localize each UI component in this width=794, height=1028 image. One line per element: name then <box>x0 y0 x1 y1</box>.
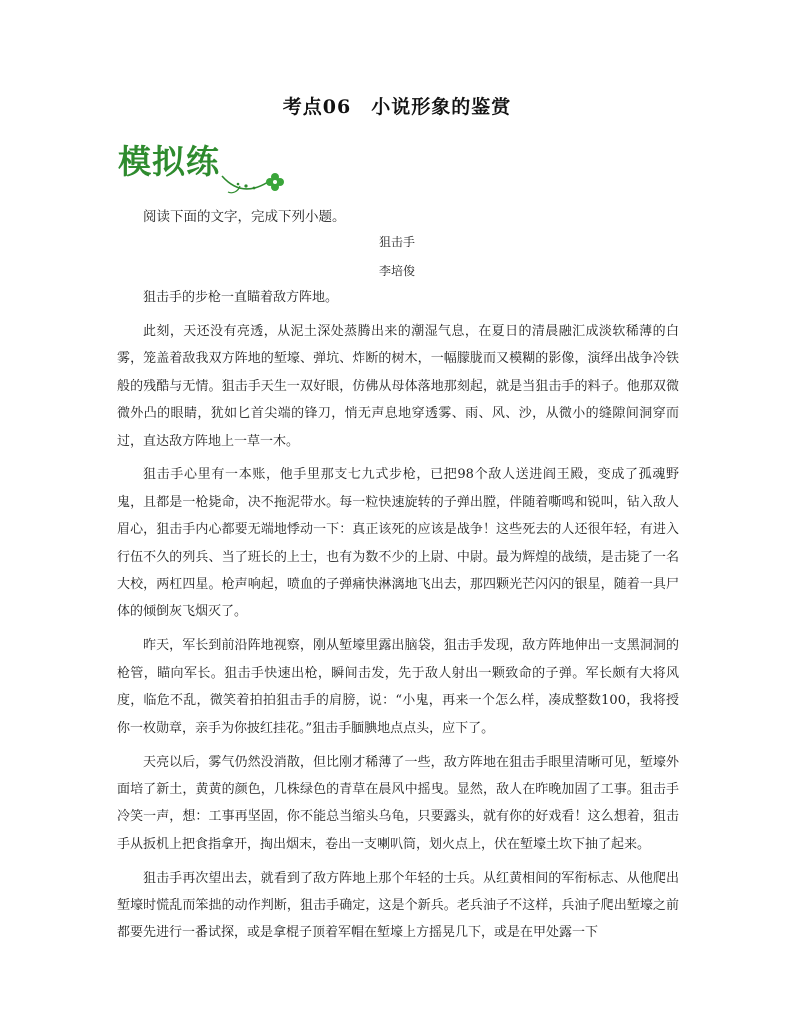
story-author: 李培俊 <box>378 264 415 278</box>
story-body <box>117 284 679 953</box>
clover-vine-icon <box>218 162 288 196</box>
paragraph: 狙击手的步枪一直瞄着敌方阵地。 <box>143 290 339 305</box>
paragraph: 昨天，军长到前沿阵地视察，刚从堑壕里露出脑袋，狙击手发现，敌方阵地伸出一支黑洞洞的枪管，瞄向军长。狙击手快速出枪，瞬间击发，先于敌人射出一颗致命的子弹。军长颇有大将风度，临危不乱，微笑着拍拍狙击手的肩膀，说：“小鬼，再来一个怎么样，凑成整数100，我将授你一枚勋章，亲手为你披红挂花。”狙击手腼腆地点点头，应下了。 <box>117 638 679 736</box>
instruction-text: 阅读下面的文字，完成下列小题。 <box>143 209 346 225</box>
page-title: 考点06 小说形象的鉴赏 <box>282 96 512 118</box>
paragraph: 狙击手再次望出去，就看到了敌方阵地上那个年轻的士兵。从红黄相间的军衔标志、从他爬出堑壕时慌乱而笨拙的动作判断，狙击手确定，这是个新兵。老兵油子不这样，兵油子爬出堑壕之前都要先进行一番试探，或是拿棍子顶着军帽在堑壕上方摇晃几下，或是在甲处露一下 <box>117 870 679 941</box>
logo-text: 模拟练 <box>118 142 220 181</box>
paragraph: 天亮以后，雾气仍然没消散，但比刚才稀薄了一些，敌方阵地在狙击手眼里清晰可见，堑壕外面培了新土，黄黄的颜色，几株绿色的青草在晨风中摇曳。显然，敌人在昨晚加固了工事。狙击手冷笑一声，想：工事再坚固，你不能总当缩头乌龟，只要露头，就有你的好戏看！这么想着，狙击手从扳机上把食指拿开，掏出烟末，卷出一支喇叭筒，划火点上，伏在堑壕土坎下抽了起来。 <box>117 754 679 852</box>
paragraph: 此刻，天还没有亮透，从泥土深处蒸腾出来的潮湿气息，在夏日的清晨融汇成淡软稀薄的白雾，笼盖着敌我双方阵地的堑壕、弹坑、炸断的树木，一幅朦胧而又模糊的影像，演绎出战争冷铁般的残酷与无情。狙击手天生一双好眼，仿佛从母体落地那刻起，就是当狙击手的料子。他那双微微外凸的眼睛，犹如匕首尖端的锋刀，悄无声息地穿透雾、雨、风、沙，从微小的缝隙间洞穿而过，直达敌方阵地上一草一木。 <box>117 323 679 449</box>
paragraph: 狙击手心里有一本账，他手里那支七九式步枪，已把98个敌人送进阎王殿，变成了孤魂野鬼，且都是一枪毙命，决不拖泥带水。每一粒快速旋转的子弹出膛，伴随着嘶鸣和锐叫，钻入敌人眉心，狙击手内心都要无端地悸动一下：真正该死的应该是战争！这些死去的人还很年轻，有进入行伍不久的列兵、当了班长的上士，也有为数不少的上尉、中尉。最为辉煌的战绩，是击毙了一名大校，两杠四星。枪声响起，喷血的子弹痛快淋漓地飞出去，那四颗光芒闪闪的银星，随着一具尸体的倾倒灰飞烟灭了。 <box>117 467 679 620</box>
section-logo <box>118 142 288 194</box>
story-title: 狙击手 <box>378 235 415 249</box>
